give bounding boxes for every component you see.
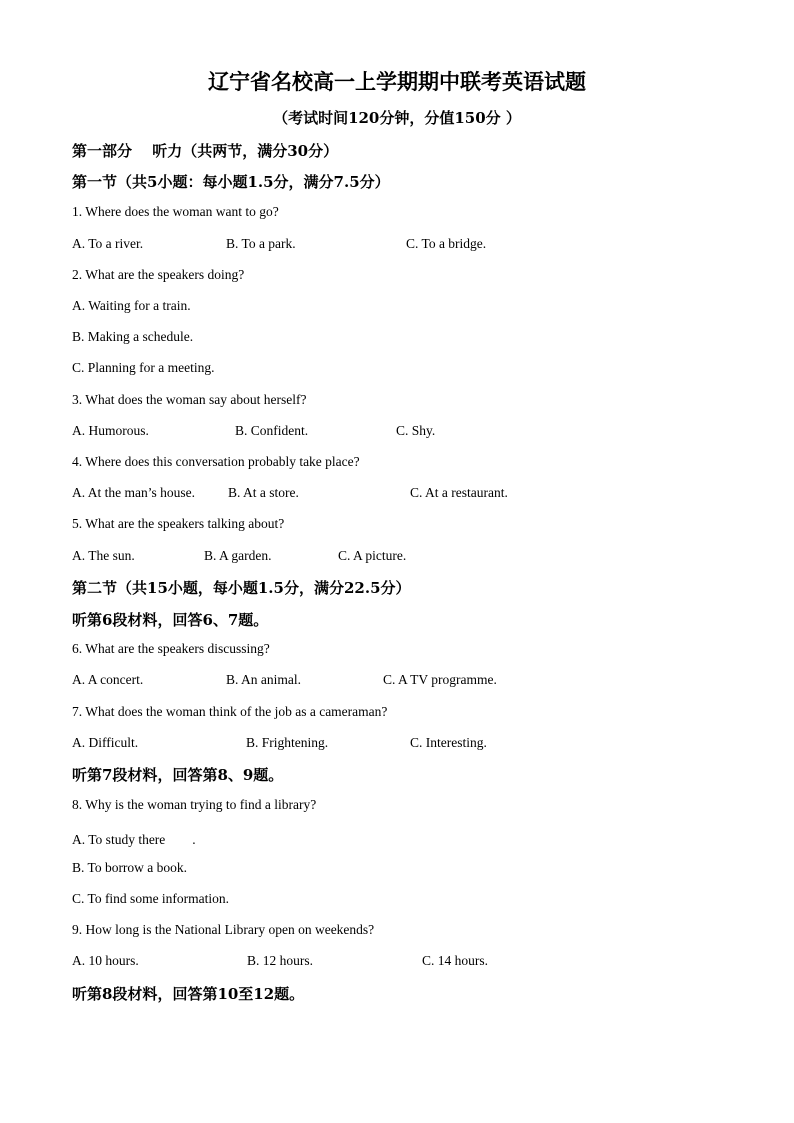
- question-6: 6. What are the speakers discussing?: [72, 641, 270, 656]
- q9-option-a: A. 10 hours.: [72, 953, 139, 968]
- question-5: 5. What are the speakers talking about?: [72, 516, 285, 531]
- question-8: 8. Why is the woman trying to find a library?: [72, 797, 317, 812]
- q8-option-b: B. To borrow a book.: [72, 860, 188, 875]
- part1-heading: 第一部分 听力（共两节，满分30分）: [72, 142, 339, 160]
- q5-option-b: B. A garden.: [204, 548, 272, 563]
- q2-option-c: C. Planning for a meeting.: [72, 360, 215, 375]
- q4-option-b: B. At a store.: [228, 485, 299, 500]
- q5-option-c: C. A picture.: [338, 548, 407, 563]
- q8-option-a: A. To study there .: [72, 832, 196, 847]
- q4-option-c: C. At a restaurant.: [410, 485, 508, 500]
- section2-heading: 第二节（共15小题，每小题1.5分，满分22.5分）: [72, 579, 411, 597]
- q9-option-c: C. 14 hours.: [422, 953, 489, 968]
- question-3: 3. What does the woman say about herself?: [72, 392, 307, 407]
- passage7-heading: 听第7段材料，回答第8、9题。: [72, 766, 284, 784]
- question-7: 7. What does the woman think of the job as a cameraman?: [72, 704, 388, 719]
- q2-option-b: B. Making a schedule.: [72, 329, 194, 344]
- q6-option-b: B. An animal.: [226, 672, 301, 687]
- question-4: 4. Where does this conversation probably take place?: [72, 454, 360, 469]
- q8-option-c: C. To find some information.: [72, 891, 230, 906]
- question-2: 2. What are the speakers doing?: [72, 267, 245, 282]
- q1-option-c: C. To a bridge.: [406, 236, 487, 251]
- q4-option-a: A. At the man’s house.: [72, 485, 195, 500]
- q7-option-c: C. Interesting.: [410, 735, 487, 750]
- q3-option-a: A. Humorous.: [72, 423, 149, 438]
- passage6-heading: 听第6段材料，回答6、7题。: [72, 611, 269, 629]
- q7-option-b: B. Frightening.: [246, 735, 329, 750]
- question-1: 1. Where does the woman want to go?: [72, 204, 279, 219]
- section1-heading: 第一节（共5小题：每小题1.5分，满分7.5分）: [72, 173, 390, 191]
- q5-option-a: A. The sun.: [72, 548, 135, 563]
- q1-option-b: B. To a park.: [226, 236, 296, 251]
- q6-option-a: A. A concert.: [72, 672, 144, 687]
- q3-option-c: C. Shy.: [396, 423, 436, 438]
- exam-title: 辽宁省名校高一上学期期中联考英语试题: [208, 69, 586, 94]
- q6-option-c: C. A TV programme.: [383, 672, 497, 687]
- passage8-heading: 听第8段材料，回答第10至12题。: [72, 985, 305, 1003]
- q2-option-a: A. Waiting for a train.: [72, 298, 191, 313]
- q1-option-a: A. To a river.: [72, 236, 144, 251]
- exam-subtitle: （考试时间120分钟，分值150分 ）: [273, 109, 521, 127]
- q7-option-a: A. Difficult.: [72, 735, 139, 750]
- question-9: 9. How long is the National Library open on weekends?: [72, 922, 375, 937]
- q9-option-b: B. 12 hours.: [247, 953, 314, 968]
- q3-option-b: B. Confident.: [235, 423, 309, 438]
